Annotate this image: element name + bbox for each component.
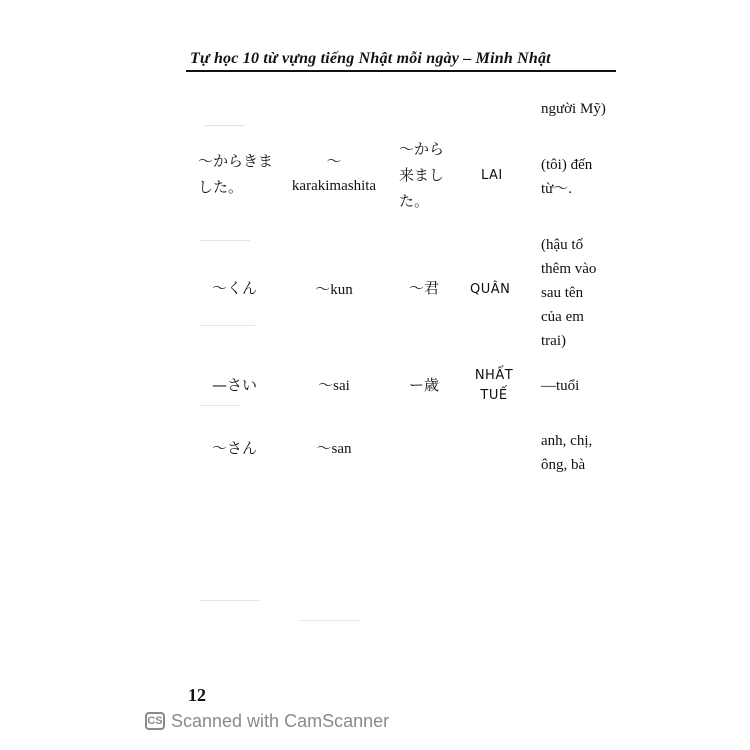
romaji-cell: [284, 437, 384, 461]
japanese-cell: [212, 435, 257, 461]
meaning-line: người Mỹ): [541, 101, 606, 117]
kanji-line: ～君: [409, 279, 440, 297]
meaning-cell: [541, 233, 596, 353]
page-number: 12: [188, 685, 206, 705]
hanviet-cell: [466, 366, 522, 406]
bleed-through-mark: [200, 240, 250, 241]
meaning-cell: [541, 429, 592, 477]
japanese-cell: [212, 372, 257, 398]
meaning-cell: [541, 97, 606, 121]
kanji-cell: [399, 136, 444, 214]
meaning-line: từ～.: [541, 181, 573, 197]
bleed-through-mark: [200, 405, 240, 406]
hanviet-line: TUẾ: [480, 388, 508, 403]
romaji-cell: [284, 278, 384, 302]
hanviet-line: NHẤT: [474, 368, 514, 383]
kanji-line: ～から: [399, 140, 445, 158]
meaning-line: sau tên: [541, 285, 584, 301]
bleed-through-mark: [205, 125, 245, 126]
kanji-cell: [409, 275, 439, 301]
romaji-line: ～sai: [318, 378, 350, 394]
japanese-line: ～くん: [212, 279, 258, 297]
meaning-line: thêm vào: [541, 261, 597, 277]
romaji-line: ～kun: [315, 282, 353, 298]
kanji-line: ー歳: [409, 376, 440, 394]
kanji-cell: [409, 372, 439, 398]
meaning-cell: [541, 374, 579, 398]
header-divider: [186, 70, 616, 72]
meaning-line: ông, bà: [541, 457, 586, 473]
kanji-line: た。: [399, 192, 430, 210]
bleed-through-mark: [200, 600, 260, 601]
romaji-cell: [284, 150, 384, 198]
camscanner-watermark: [145, 708, 389, 734]
japanese-line: —さい: [212, 376, 258, 394]
meaning-line: (tôi) đến: [541, 157, 593, 173]
hanviet-cell: [470, 280, 510, 300]
romaji-line: karakimashita: [291, 178, 377, 194]
japanese-line: ～からきま: [198, 152, 274, 170]
meaning-line: (hậu tố: [541, 237, 584, 253]
japanese-line: した。: [198, 178, 244, 196]
romaji-line: ～san: [316, 441, 352, 457]
hanviet-line: QUÂN: [470, 282, 511, 297]
kanji-line: 来まし: [399, 166, 445, 184]
hanviet-cell: [481, 166, 503, 186]
romaji-cell: [284, 374, 384, 398]
japanese-cell: [198, 148, 273, 200]
japanese-cell: [212, 275, 257, 301]
meaning-line: —tuổi: [541, 378, 580, 394]
camscanner-logo-icon: CS: [145, 712, 165, 730]
meaning-line: anh, chị,: [541, 433, 593, 449]
meaning-line: của em: [541, 309, 584, 325]
romaji-line: ～: [326, 154, 342, 170]
watermark-text: Scanned with CamScanner: [171, 710, 390, 731]
meaning-cell: [541, 153, 592, 201]
bleed-through-mark: [300, 620, 360, 621]
meaning-line: trai): [541, 333, 566, 349]
hanviet-line: LAI: [481, 168, 503, 183]
running-header-title: Tự học 10 từ vựng tiếng Nhật mỗi ngày – Minh Nhật: [190, 50, 551, 67]
japanese-line: ～さん: [212, 439, 258, 457]
bleed-through-mark: [200, 325, 255, 326]
